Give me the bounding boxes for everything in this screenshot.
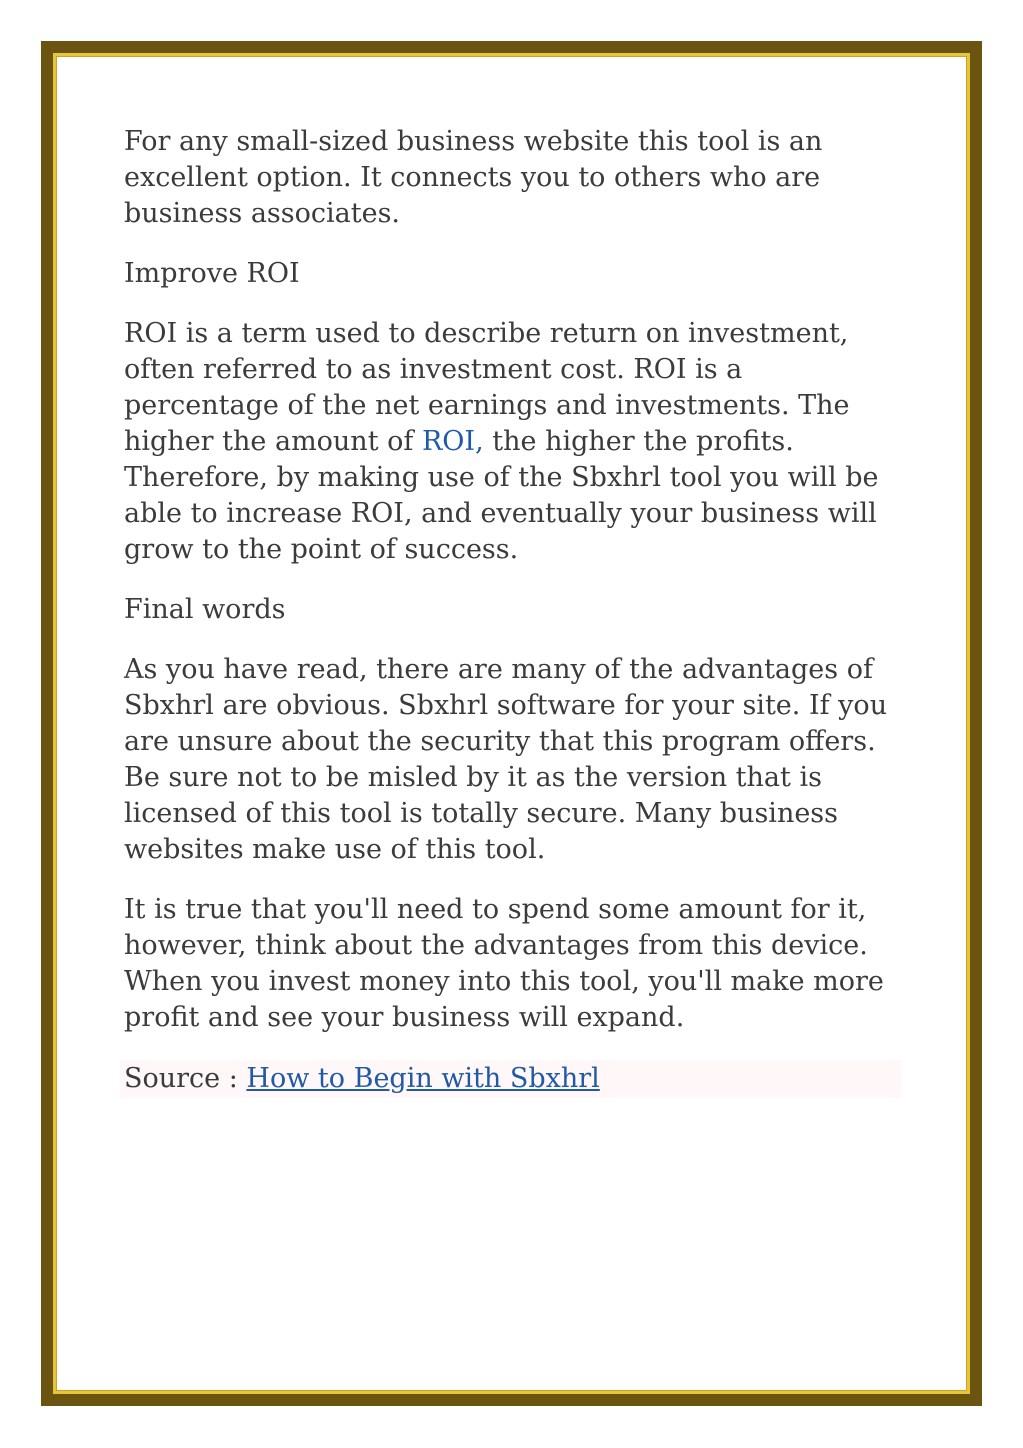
paragraph-roi-text-start: ROI is a term used to describe return on investment, often referred to as investment cost. ROI is a percentage of the net earnings and investments. The higher the amount of bbox=[124, 318, 850, 457]
paragraph-intro: For any small-sized business website this tool is an excellent option. It connects you to others who are business associates. bbox=[124, 126, 823, 229]
document-body bbox=[124, 124, 904, 1098]
paragraph-closing: It is true that you'll need to spend some amount for it, however, think about the advantages from this device. When you invest money into this tool, you'll make more profit and see your business will expand. bbox=[124, 894, 884, 1033]
paragraph-final: As you have read, there are many of the advantages of Sbxhrl are obvious. Sbxhrl software for your site. If you are unsure about the security that this program offers. Be sure not to be misled by it as the version that is licensed of this tool is totally secure. Many business websites make use of this tool. bbox=[124, 654, 888, 865]
heading-final-words: Final words bbox=[124, 594, 286, 625]
paragraph-roi-text-end: the higher the profits. Therefore, by making use of the Sbxhrl tool you will be able to increase ROI, and eventually your business will grow to the point of success. bbox=[124, 426, 879, 565]
roi-link[interactable]: ROI, bbox=[421, 426, 484, 457]
source-label: Source : bbox=[124, 1063, 247, 1094]
source-line bbox=[120, 1060, 902, 1098]
source-link[interactable]: How to Begin with Sbxhrl bbox=[246, 1063, 600, 1094]
paragraph-roi bbox=[124, 316, 904, 568]
heading-improve-roi: Improve ROI bbox=[124, 258, 300, 289]
